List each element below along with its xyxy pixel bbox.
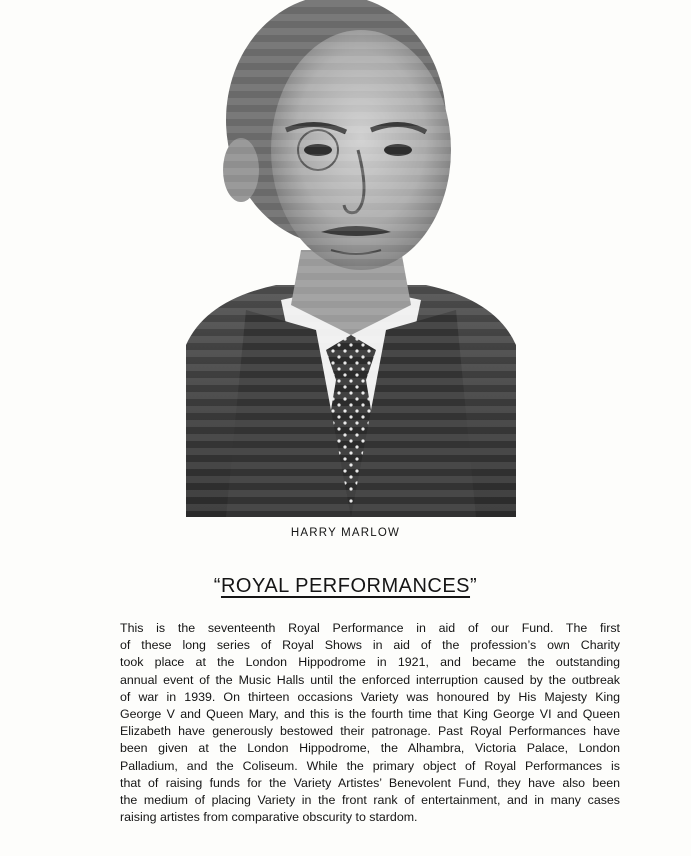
portrait-caption: HARRY MARLOW [290, 527, 401, 539]
body-line: George V and Queen Mary, and this is the fourth time that King George VI and Queen [120, 707, 620, 722]
body-line: Palladium, and the Coliseum. While the primary object of Royal Performances is [120, 758, 620, 773]
heading-title: ROYAL PERFORMANCES [220, 575, 471, 597]
body-line: raising artistes from comparative obscurity to stardom. [120, 810, 418, 825]
portrait-image [186, 0, 516, 517]
body-line: This is the seventeenth Royal Performance in aid of our Fund. The first [120, 621, 620, 635]
body-line: been given at the London Hippodrome, the Alhambra, Victoria Palace, London [120, 741, 620, 756]
body-line: of war in 1939. On thirteen occasions Variety was honoured by His Majesty King [120, 689, 620, 704]
article-body [120, 620, 620, 826]
body-line: the medium of placing Variety in the front rank of entertainment, and in many cases [120, 793, 620, 808]
open-quote: “ [213, 575, 221, 597]
portrait-photo [186, 0, 516, 517]
body-line: annual event of the Music Halls until the enforced interruption caused by the outbreak [120, 672, 620, 687]
article-heading [0, 575, 691, 598]
body-line: of these long series of Royal Shows in aid of the profession’s own Charity [120, 638, 620, 653]
body-line: that of raising funds for the Variety Artistes’ Benevolent Fund, they have also been [120, 775, 620, 790]
body-line: Elizabeth have generously bestowed their patronage. Past Royal Performances have [120, 724, 620, 739]
body-line: took place at the London Hippodrome in 1921, and became the outstanding [120, 655, 620, 670]
close-quote: ” [470, 575, 478, 597]
